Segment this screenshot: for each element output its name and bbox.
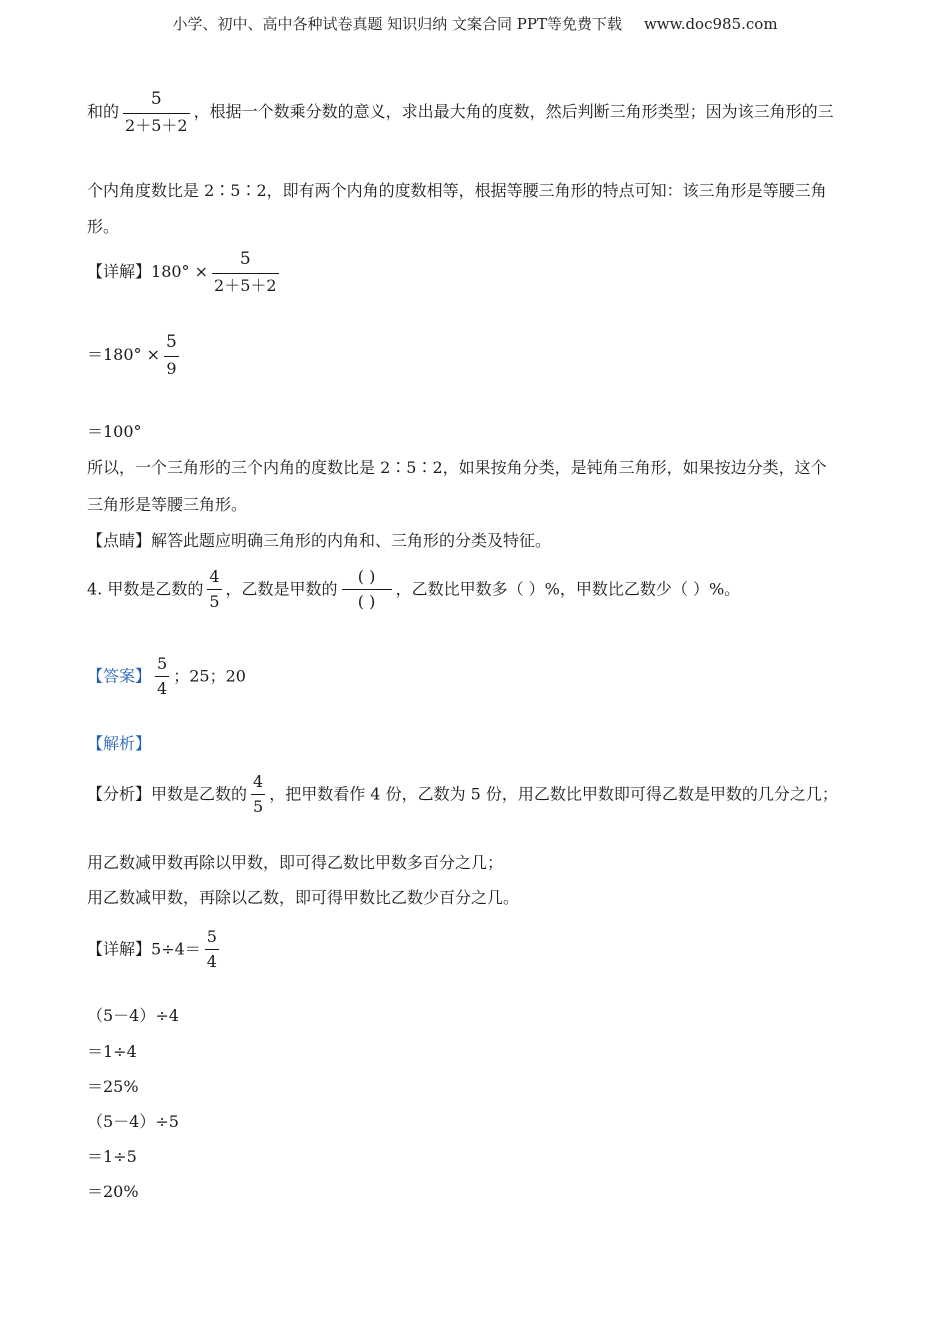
answer-line: 【答案】 $\frac{5}{4}$ ；25；20 [87,654,246,699]
fraction: $\frac{4}{5}$ [253,772,264,817]
question-4: 4. 甲数是乙数的 $\frac{4}{5}$ ，乙数是甲数的 $\frac{( )}{( )}$ ，乙数比甲数多（ ）%，甲数比乙数少（ ）%。 [87,567,741,612]
analysis-line-2: 个内角度数比是 2∶5∶2，即有两个内角的度数相等，根据等腰三角形的特点可知：该三角形是等腰三角 [87,181,827,200]
calc-step: ＝1÷4 [87,1042,137,1061]
analysis-line-1: 和的 $\frac{5}{2+5+2}$ ，根据一个数乘分数的意义，求出最大角的度数，然后判断三角形类型；因为该三角形的三 [87,89,834,135]
calc-step: （5－4）÷4 [87,1006,179,1025]
blank-fraction: $\frac{( )}{( )}$ [342,568,392,612]
fenxi-line-1: 【分析】甲数是乙数的 $\frac{4}{5}$ ，把甲数看作 4 份，乙数为 5 份，用乙数比甲数即可得乙数是甲数的几分之几； [87,772,838,817]
analysis-line-3: 形。 [87,217,120,236]
calc-step: ＝1÷5 [87,1147,137,1166]
jiexi-label: 【解析】 [87,734,152,753]
tip-label: 【点睛】 [87,531,152,550]
conclusion-line-2: 三角形是等腰三角形。 [87,495,248,514]
detail3-line-2: ＝180° × $\frac{5}{9}$ [87,332,177,378]
calc-step: ＝20% [87,1182,139,1201]
fenxi-label: 【分析】 [87,784,152,804]
fraction: $\frac{5}{4}$ [206,927,217,972]
detail3-line-3: ＝100° [87,422,142,441]
fraction: $\frac{5}{2+5+2}$ [214,249,277,295]
answer-label: 【答案】 [87,666,152,686]
calc-step: （5－4）÷5 [87,1112,179,1131]
tip-line: 【点睛】解答此题应明确三角形的内角和、三角形的分类及特征。 [87,531,552,550]
detail-label: 【详解】 [87,261,152,281]
detail-label: 【详解】 [87,939,152,959]
fraction: $\frac{5}{2+5+2}$ [125,89,188,135]
header-site: www.doc985.com [643,15,778,33]
header-title: 小学、初中、高中各种试卷真题 知识归纳 文案合同 PPT等免费下载 [172,15,622,33]
fraction: $\frac{4}{5}$ [209,567,220,612]
fraction: $\frac{5}{9}$ [166,332,177,378]
detail4-line-1: 【详解】5÷4＝ $\frac{5}{4}$ [87,927,217,972]
conclusion-line-1: 所以，一个三角形的三个内角的度数比是 2∶5∶2，如果按角分类，是钝角三角形，如果按边分类，这个 [87,458,827,477]
detail3-line-1: 【详解】180° × $\frac{5}{2+5+2}$ [87,249,277,295]
fenxi-line-2: 用乙数减甲数再除以甲数，即可得乙数比甲数多百分之几； [87,853,504,872]
fenxi-line-3: 用乙数减甲数，再除以乙数，即可得甲数比乙数少百分之几。 [87,888,520,907]
page-header [0,13,950,34]
calc-step: ＝25% [87,1077,139,1096]
fraction: $\frac{5}{4}$ [157,654,168,699]
